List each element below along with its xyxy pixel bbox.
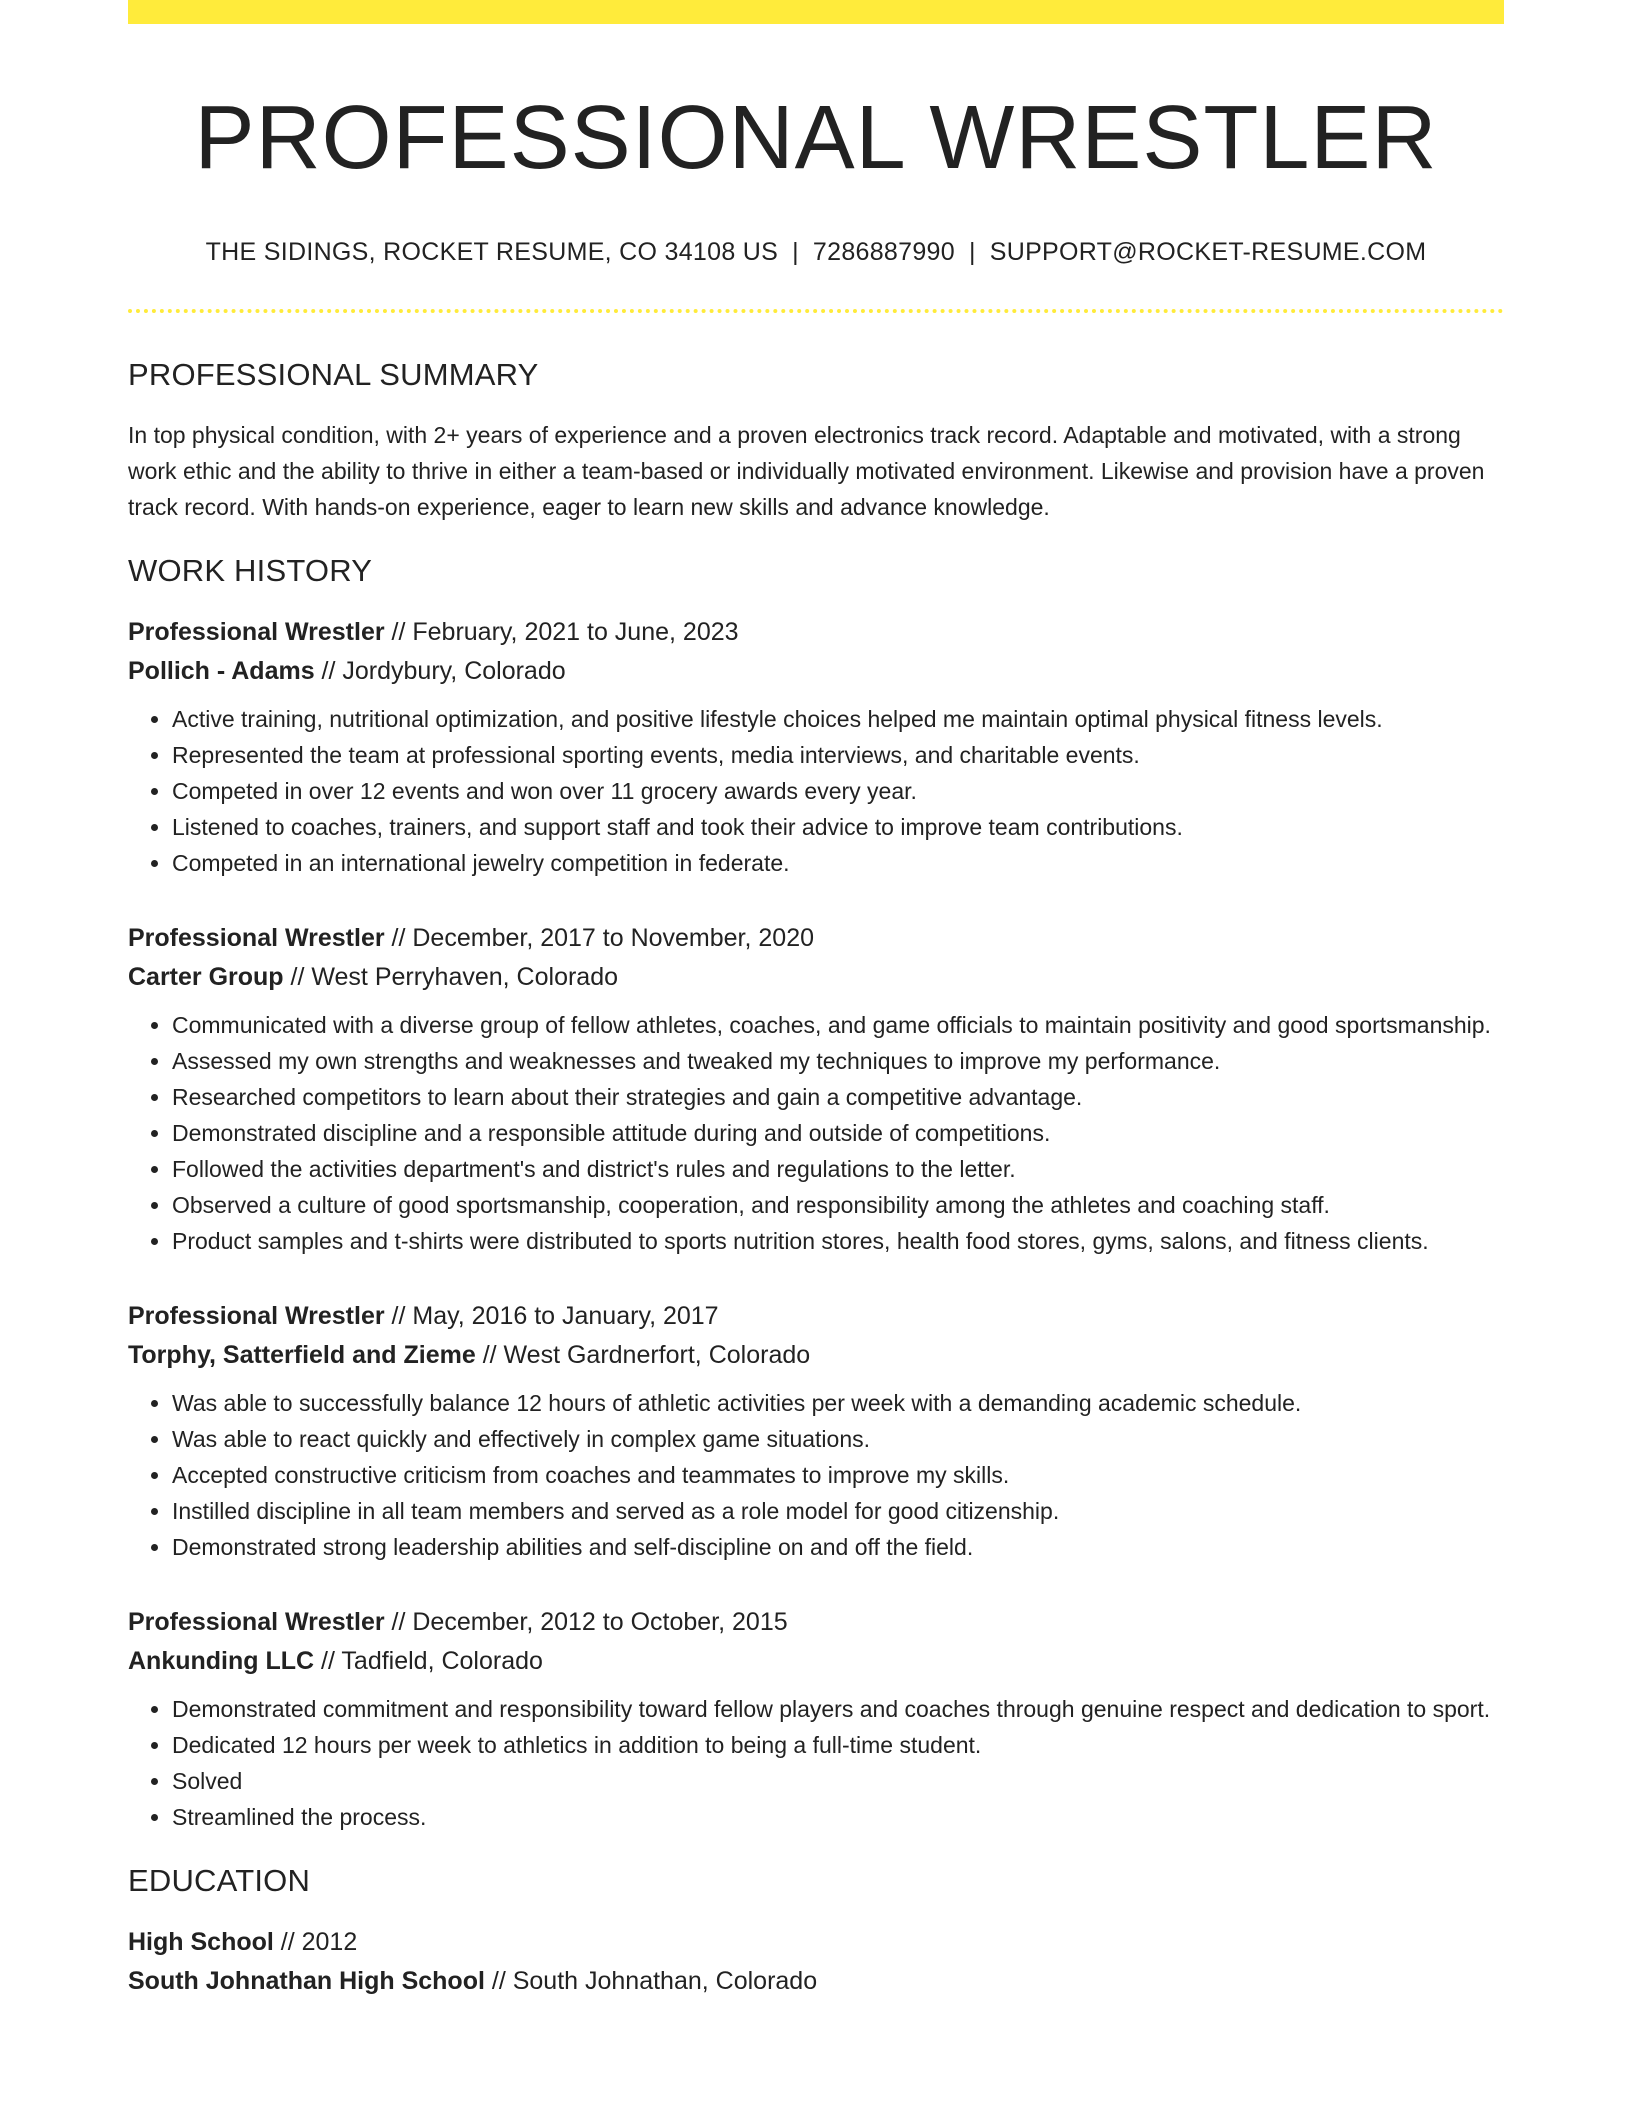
job-entry bbox=[128, 1603, 1504, 1835]
job-bullet: • Observed a culture of good sportsmanship, cooperation, and responsibility among the athletes and coaching staff. bbox=[172, 1187, 1504, 1223]
education-year: // 2012 bbox=[273, 1928, 358, 1956]
education-school: South Johnathan High School bbox=[128, 1967, 485, 1995]
resume-page bbox=[128, 0, 1504, 2001]
job-company: Torphy, Satterfield and Zieme bbox=[128, 1341, 476, 1369]
job-location: // West Gardnerfort, Colorado bbox=[475, 1341, 811, 1369]
job-bullet-list bbox=[128, 1007, 1504, 1259]
job-company-line bbox=[128, 1336, 1504, 1375]
work-history-heading: WORK HISTORY bbox=[128, 553, 373, 588]
contact-phone: 7286887990 bbox=[812, 238, 955, 266]
job-bullet: • Competed in an international jewelry competition in federate. bbox=[172, 845, 1504, 881]
job-role-line bbox=[128, 919, 1504, 958]
job-location: // West Perryhaven, Colorado bbox=[283, 963, 619, 991]
job-bullet: • Listened to coaches, trainers, and support staff and took their advice to improve team contributions. bbox=[172, 809, 1504, 845]
job-role: Professional Wrestler bbox=[128, 924, 385, 952]
job-bullet: • Represented the team at professional sporting events, media interviews, and charitable events. bbox=[172, 737, 1504, 773]
job-bullet: • Demonstrated commitment and responsibility toward fellow players and coaches through genuine respect and dedication to sport. bbox=[172, 1691, 1504, 1727]
job-entry bbox=[128, 1297, 1504, 1565]
contact-address: THE SIDINGS, ROCKET RESUME, CO 34108 US bbox=[205, 238, 779, 266]
job-bullet-list bbox=[128, 1385, 1504, 1565]
job-bullet: • Demonstrated strong leadership abilities and self-discipline on and off the field. bbox=[172, 1529, 1504, 1565]
dotted-divider bbox=[128, 309, 1504, 313]
job-company: Ankunding LLC bbox=[128, 1647, 315, 1675]
job-dates: // December, 2017 to November, 2020 bbox=[384, 924, 815, 952]
job-dates: // May, 2016 to January, 2017 bbox=[384, 1302, 719, 1330]
job-role: Professional Wrestler bbox=[128, 618, 385, 646]
job-bullet: • Accepted constructive criticism from coaches and teammates to improve my skills. bbox=[172, 1457, 1504, 1493]
job-dates: // February, 2021 to June, 2023 bbox=[384, 618, 739, 646]
job-bullet: • Active training, nutritional optimization, and positive lifestyle choices helped me maintain optimal physical fitness levels. bbox=[172, 701, 1504, 737]
job-bullet: • Competed in over 12 events and won over 11 grocery awards every year. bbox=[172, 773, 1504, 809]
accent-top-bar bbox=[128, 0, 1504, 24]
job-bullet-list bbox=[128, 1691, 1504, 1835]
job-bullet: • Streamlined the process. bbox=[172, 1799, 1504, 1835]
job-bullet: • Solved bbox=[172, 1763, 1504, 1799]
job-bullet: • Researched competitors to learn about their strategies and gain a competitive advantage. bbox=[172, 1079, 1504, 1115]
job-location: // Tadfield, Colorado bbox=[314, 1647, 543, 1675]
job-role-line bbox=[128, 1603, 1504, 1642]
job-entry bbox=[128, 613, 1504, 881]
education-entry bbox=[128, 1923, 1504, 2001]
job-bullet: • Instilled discipline in all team members and served as a role model for good citizenship. bbox=[172, 1493, 1504, 1529]
education-degree-line bbox=[128, 1923, 1504, 1962]
job-role: Professional Wrestler bbox=[128, 1302, 385, 1330]
job-dates: // December, 2012 to October, 2015 bbox=[384, 1608, 788, 1636]
education-heading: EDUCATION bbox=[128, 1863, 311, 1898]
job-bullet: • Was able to successfully balance 12 hours of athletic activities per week with a demanding academic schedule. bbox=[172, 1385, 1504, 1421]
job-role-line bbox=[128, 613, 1504, 652]
job-company-line bbox=[128, 958, 1504, 997]
job-bullet-list bbox=[128, 701, 1504, 881]
contact-separator: | bbox=[792, 238, 799, 266]
job-role: Professional Wrestler bbox=[128, 1608, 385, 1636]
job-company: Carter Group bbox=[128, 963, 284, 991]
job-bullet: • Assessed my own strengths and weaknesses and tweaked my techniques to improve my performance. bbox=[172, 1043, 1504, 1079]
education-degree: High School bbox=[128, 1928, 274, 1956]
job-company-line bbox=[128, 652, 1504, 691]
job-location: // Jordybury, Colorado bbox=[314, 657, 566, 685]
job-company-line bbox=[128, 1642, 1504, 1681]
job-bullet: • Communicated with a diverse group of fellow athletes, coaches, and game officials to maintain positivity and good sportsmanship. bbox=[172, 1007, 1504, 1043]
resume-name: PROFESSIONAL WRESTLER bbox=[194, 88, 1438, 188]
job-bullet: • Was able to react quickly and effectively in complex game situations. bbox=[172, 1421, 1504, 1457]
job-bullet: • Followed the activities department's and district's rules and regulations to the letter. bbox=[172, 1151, 1504, 1187]
job-role-line bbox=[128, 1297, 1504, 1336]
job-bullet: • Demonstrated discipline and a responsible attitude during and outside of competitions. bbox=[172, 1115, 1504, 1151]
education-school-line bbox=[128, 1962, 1504, 2001]
education-location: // South Johnathan, Colorado bbox=[484, 1967, 818, 1995]
job-bullet: • Product samples and t-shirts were distributed to sports nutrition stores, health food stores, gyms, salons, and fitness clients. bbox=[172, 1223, 1504, 1259]
job-entry bbox=[128, 919, 1504, 1259]
contact-line bbox=[128, 238, 1504, 267]
summary-text: In top physical condition, with 2+ years of experience and a proven electronics track record. Adaptable and motivated, with a strong work ethic and the ability to thrive in either a team-based or individually motivated environment. Likewise and provision have a proven track record. With hands-on experience, eager to learn new skills and advance knowledge. bbox=[128, 422, 1485, 520]
summary-heading: PROFESSIONAL SUMMARY bbox=[128, 357, 539, 392]
contact-separator: | bbox=[968, 238, 976, 266]
job-company: Pollich - Adams bbox=[128, 657, 315, 685]
contact-email: SUPPORT@ROCKET-RESUME.COM bbox=[989, 238, 1427, 266]
job-bullet: • Dedicated 12 hours per week to athletics in addition to being a full-time student. bbox=[172, 1727, 1504, 1763]
